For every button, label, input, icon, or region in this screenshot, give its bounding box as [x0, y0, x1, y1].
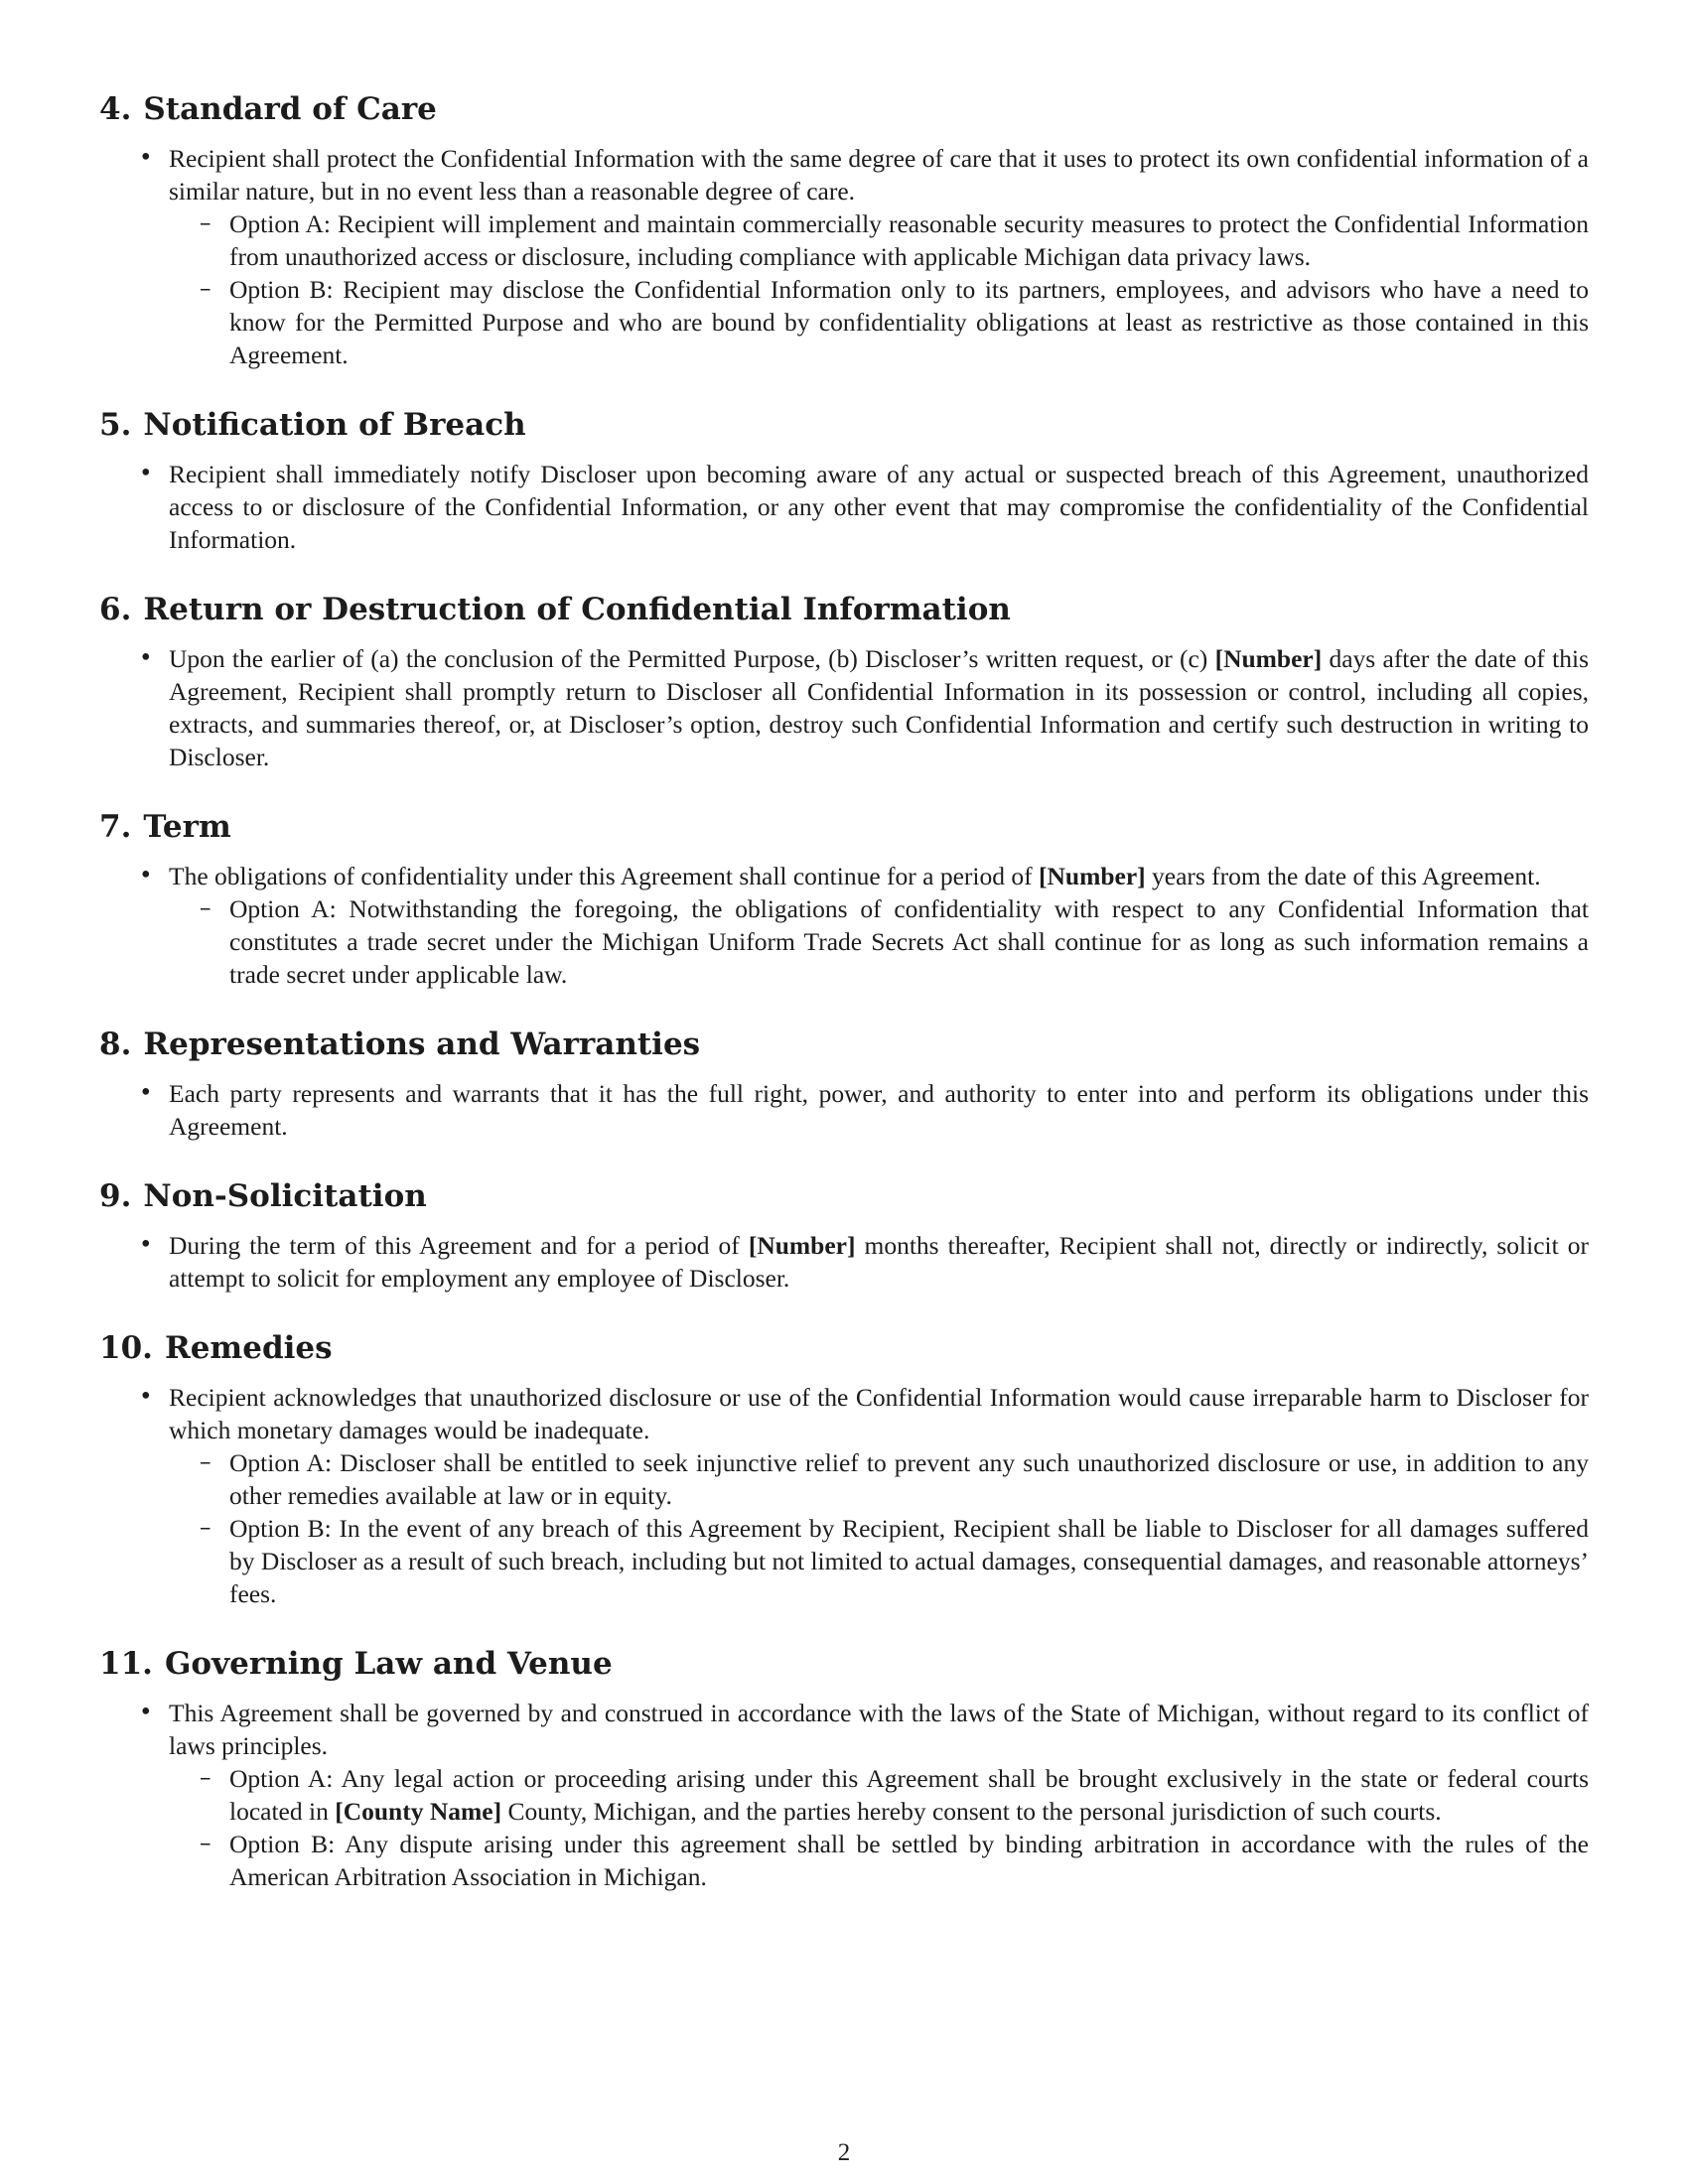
placeholder-number: [Number] [1038, 862, 1146, 890]
section-heading: 6. Return or Destruction of Confidential Information [99, 592, 1011, 627]
option-a-text: – Option A: Recipient will implement and maintain commercially reasonable security measures to protect the Confidential Information from unauthorized access or disclosure, including compliance with applicable Michigan data privacy laws. [229, 209, 1589, 271]
placeholder-number: [Number] [748, 1231, 856, 1260]
bullet-item [99, 142, 1589, 371]
option-item [169, 1512, 1589, 1610]
clause-text: • Each party represents and warrants that it has the full right, power, and authority to enter into and perform its obligations under this Agreement. [169, 1079, 1589, 1141]
section-heading: 8. Representations and Warranties [99, 1026, 701, 1062]
section-notification-of-breach [99, 405, 1589, 556]
section-heading: 7. Term [99, 809, 231, 845]
clause-text: • Recipient acknowledges that unauthorized disclosure or use of the Confidential Information would cause irreparable harm to Discloser for which monetary damages would be inadequate. [169, 1383, 1589, 1444]
clause-text: • Recipient shall protect the Confidential Information with the same degree of care that it uses to protect its own confidential information of a similar nature, but in no event less than a reasonable degree of care. [169, 144, 1589, 205]
option-item [169, 1762, 1589, 1828]
option-a-text: – Option A: Notwithstanding the foregoing, the obligations of confidentiality with respect to any Confidential Information that constitutes a trade secret under the Michigan Uniform Trade Secrets Act shall continue for as long as such information remains a trade secret under applicable law. [229, 894, 1589, 989]
bullet-item [99, 1229, 1589, 1295]
clause-text: • The obligations of confidentiality under this Agreement shall continue for a period of [Number] years from the date of this Agreement. [169, 862, 1541, 890]
option-item [169, 1446, 1589, 1512]
clause-text: • During the term of this Agreement and for a period of [Number] months thereafter, Recipient shall not, directly or indirectly, solicit or attempt to solicit for employment any employee of Discloser. [169, 1231, 1589, 1293]
section-standard-of-care [99, 89, 1589, 371]
section-remedies [99, 1328, 1589, 1610]
option-item [169, 1828, 1589, 1893]
section-term [99, 807, 1589, 991]
section-return-or-destruction [99, 590, 1589, 773]
clause-text: • Upon the earlier of (a) the conclusion of the Permitted Purpose, (b) Discloser’s written request, or (c) [Number] days after the date of this Agreement, Recipient shall promptly return to Discloser all Confidential Information in its possession or control, including all copies, extracts, and summaries thereof, or, at Discloser’s option, destroy such Confidential Information and certify such destruction in writing to Discloser. [169, 644, 1589, 771]
option-b-text: – Option B: Any dispute arising under this agreement shall be settled by binding arbitration in accordance with the rules of the American Arbitration Association in Michigan. [229, 1830, 1589, 1891]
clause-text: • Recipient shall immediately notify Discloser upon becoming aware of any actual or suspected breach of this Agreement, unauthorized access to or disclosure of the Confidential Information, or any other event that may compromise the confidentiality of the Confidential Information. [169, 460, 1589, 554]
bullet-item [99, 1697, 1589, 1893]
section-representations-and-warranties [99, 1024, 1589, 1143]
document-page [99, 89, 1589, 1927]
option-item [169, 207, 1589, 273]
section-heading: 4. Standard of Care [99, 91, 437, 127]
option-item [169, 892, 1589, 991]
option-item [169, 273, 1589, 371]
section-heading: 9. Non-Solicitation [99, 1178, 427, 1214]
option-a-text: – Option A: Discloser shall be entitled to seek injunctive relief to prevent any such unauthorized disclosure or use, in addition to any other remedies available at law or in equity. [229, 1448, 1589, 1510]
bullet-item [99, 860, 1589, 991]
option-a-text: – Option A: Any legal action or proceeding arising under this Agreement shall be brought exclusively in the state or federal courts located in [County Name] County, Michigan, and the parties hereby consent to the personal jurisdiction of such courts. [229, 1764, 1589, 1826]
section-heading: 10. Remedies [99, 1330, 333, 1366]
clause-text: • This Agreement shall be governed by and construed in accordance with the laws of the State of Michigan, without regard to its conflict of laws principles. [169, 1699, 1589, 1760]
bullet-item [99, 1077, 1589, 1143]
bullet-item [99, 458, 1589, 556]
section-non-solicitation [99, 1176, 1589, 1295]
option-b-text: – Option B: Recipient may disclose the Confidential Information only to its partners, employees, and advisors who have a need to know for the Permitted Purpose and who are bound by confidentiality obligations at least as restrictive as those contained in this Agreement. [229, 275, 1589, 369]
placeholder-number: [Number] [1214, 644, 1323, 673]
page-number: 2 [837, 2139, 851, 2166]
option-b-text: – Option B: In the event of any breach of this Agreement by Recipient, Recipient shall be liable to Discloser for all damages suffered by Discloser as a result of such breach, including but not limited to actual damages, consequential damages, and reasonable attorneys’ fees. [229, 1514, 1589, 1608]
section-governing-law-and-venue [99, 1644, 1589, 1893]
section-heading: 5. Notification of Breach [99, 407, 526, 443]
section-heading: 11. Governing Law and Venue [99, 1646, 613, 1682]
placeholder-county-name: [County Name] [335, 1797, 502, 1826]
bullet-item [99, 1381, 1589, 1610]
bullet-item [99, 642, 1589, 773]
